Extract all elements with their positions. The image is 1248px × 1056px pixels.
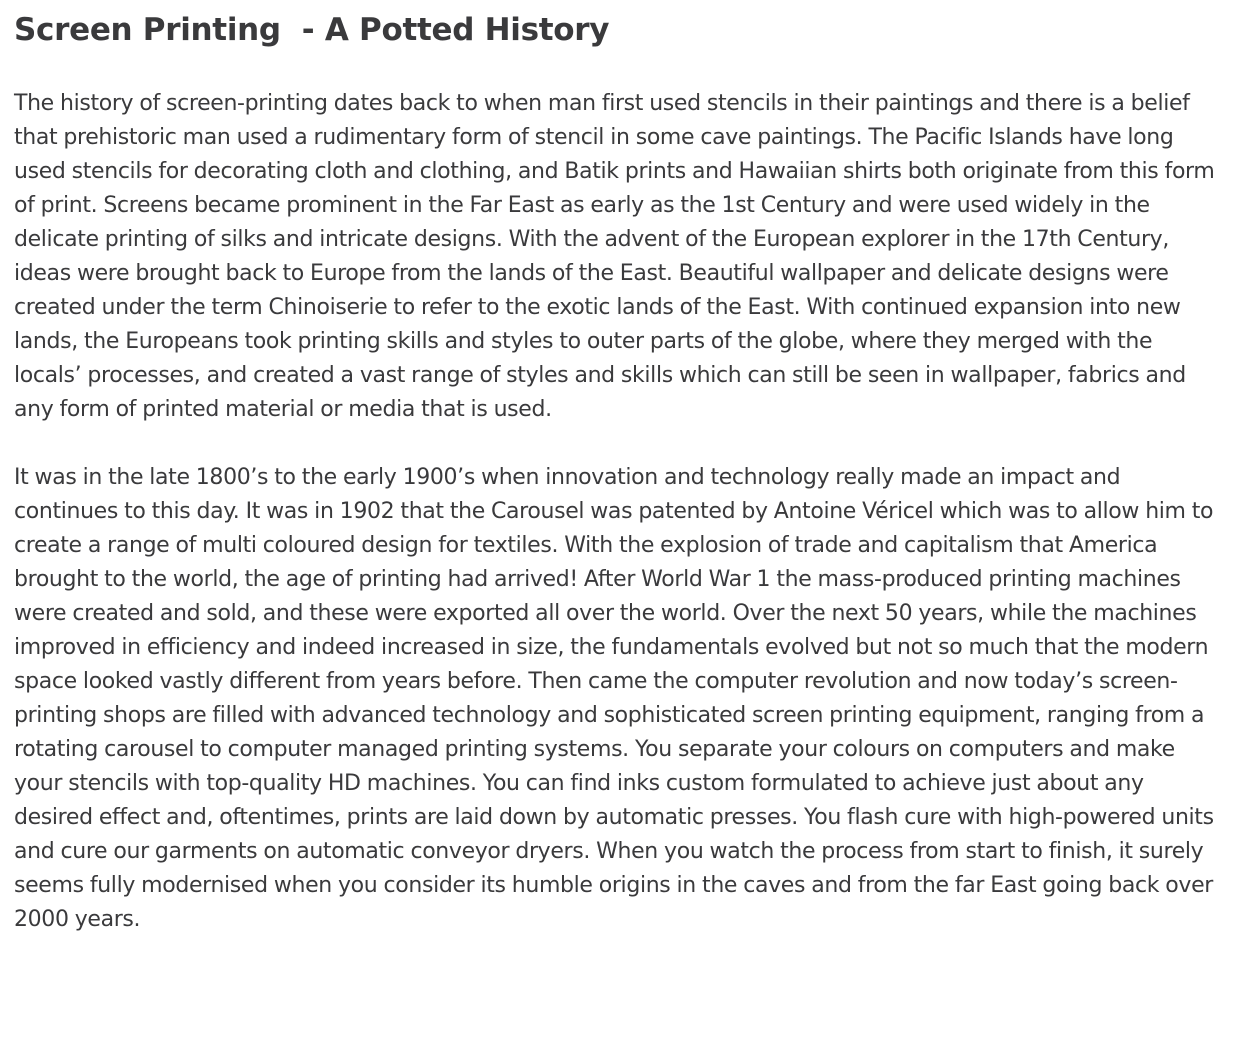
article-title: Screen Printing - A Potted History (14, 12, 610, 48)
article-paragraph-modern: It was in the late 1800’s to the early 1900’s when innovation and technology really made an impact and continues to this day. It was in 1902 that the Carousel was patented by Antoine Véricel which was to allow him to create a range of multi coloured design for textiles. With the explosion of trade and capitalism that America brought to the world, the age of printing had arrived! After World War 1 the mass-produced printing machines were created and sold, and these were exported all over the world. Over the next 50 years, while the machines improved in efficiency and indeed increased in size, the fundamentals evolved but not so much that the modern space looked vastly different from years before. Then came the computer revolution and now today’s screen-printing shops are filled with advanced technology and sophisticated screen printing equipment, ranging from a rotating carousel to computer managed printing systems. You separate your colours on computers and make your stencils with top-quality HD machines. You can find inks custom formulated to achieve just about any desired effect and, oftentimes, prints are laid down by automatic presses. You flash cure with high-powered units and cure our garments on automatic conveyor dryers. When you watch the process from start to finish, it surely seems fully modernised when you consider its humble origins in the caves and from the far East going back over 2000 years. (14, 465, 1214, 932)
article-paragraph-history: The history of screen-printing dates back to when man first used stencils in their paintings and there is a belief that prehistoric man used a rudimentary form of stencil in some cave paintings. The Pacific Islands have long used stencils for decorating cloth and clothing, and Batik prints and Hawaiian shirts both originate from this form of print. Screens became prominent in the Far East as early as the 1st Century and were used widely in the delicate printing of silks and intricate designs. With the advent of the European explorer in the 17th Century, ideas were brought back to Europe from the lands of the East. Beautiful wallpaper and delicate designs were created under the term Chinoiserie to refer to the exotic lands of the East. With continued expansion into new lands, the Europeans took printing skills and styles to outer parts of the globe, where they merged with the locals’ processes, and created a vast range of styles and skills which can still be seen in wallpaper, fabrics and any form of printed material or media that is used. (14, 91, 1215, 422)
article (14, 10, 1220, 937)
